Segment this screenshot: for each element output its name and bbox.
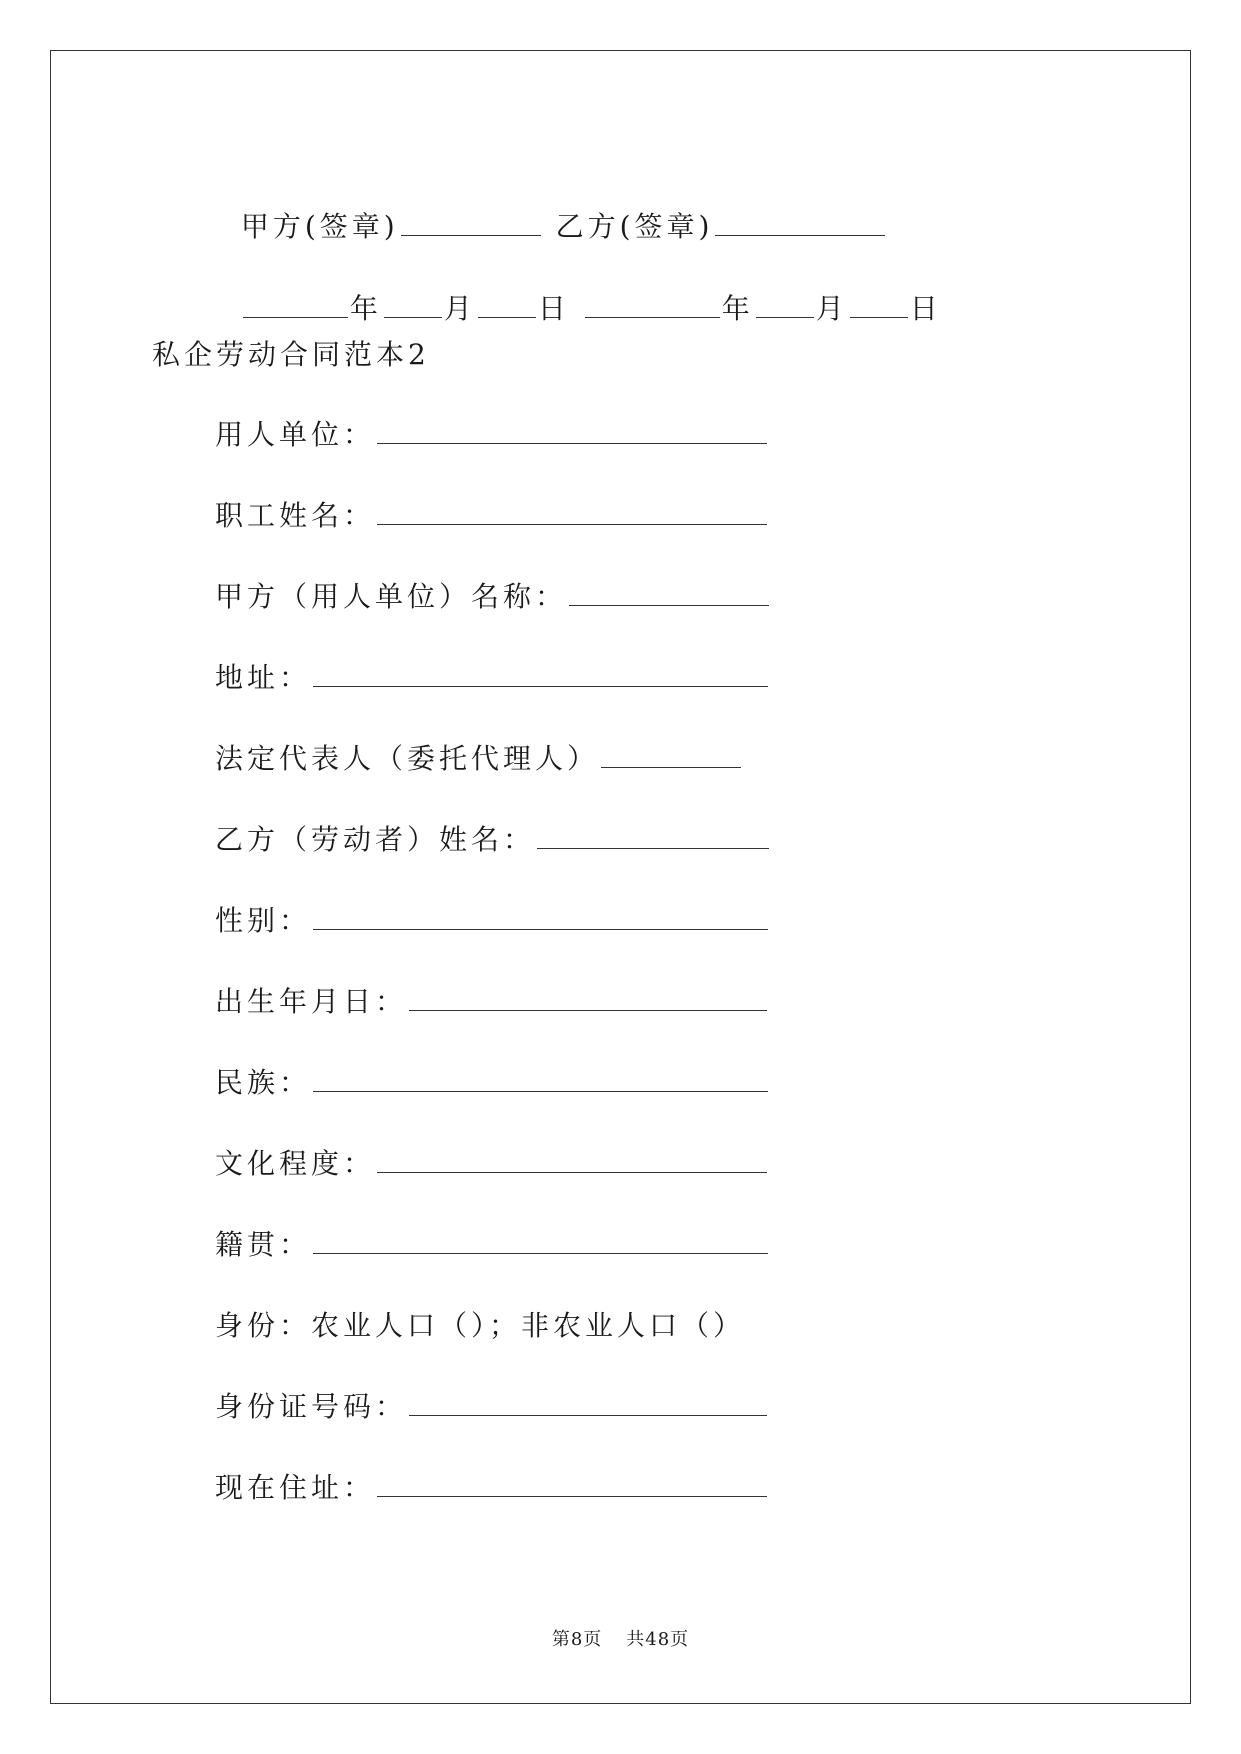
field-blank: [377, 502, 767, 525]
field-label: 用人单位：: [215, 418, 376, 451]
total-prefix: 共: [626, 1629, 646, 1650]
field-label: 身份证号码：: [215, 1390, 408, 1423]
field-label: 民族：: [215, 1066, 312, 1099]
party-a-day-label: 日: [537, 292, 570, 325]
field-blank: [409, 988, 767, 1011]
party-b-day-label: 日: [909, 292, 942, 325]
field-blank: [569, 583, 769, 606]
field-address: [215, 661, 770, 695]
party-a-signature-label: 甲方(签章): [240, 210, 399, 243]
field-gender: [215, 904, 770, 938]
field-label: 乙方（劳动者）姓名：: [215, 823, 536, 856]
field-label: 籍贯：: [215, 1228, 312, 1261]
page-suffix: 页: [583, 1629, 603, 1650]
field-blank: [601, 745, 741, 768]
party-a-month-label: 月: [443, 292, 476, 325]
date-row: [215, 258, 942, 326]
party-a-year-label: 年: [349, 292, 382, 325]
party-b-year-blank: [585, 295, 720, 318]
field-blank: [409, 1393, 767, 1416]
field-education: [215, 1147, 769, 1181]
field-employee-name: [215, 499, 769, 533]
field-label: 职工姓名：: [215, 499, 376, 532]
page-prefix: 第: [551, 1629, 571, 1650]
field-blank: [377, 421, 767, 444]
field-blank: [537, 826, 769, 849]
field-current-address: [215, 1471, 769, 1505]
total-pages: 48: [645, 1629, 671, 1650]
field-blank: [377, 1474, 767, 1497]
field-blank: [313, 1069, 768, 1092]
party-a-year-blank: [243, 295, 348, 318]
field-employer: [215, 418, 769, 452]
party-b-day-blank: [850, 295, 908, 318]
party-a-month-blank: [384, 295, 442, 318]
field-native-place: [215, 1228, 770, 1262]
field-household-type: [215, 1309, 745, 1343]
page-footer: [0, 1625, 1241, 1651]
field-label: 身份：农业人口（）；非农业人口（）: [215, 1309, 746, 1342]
section-title: 私企劳动合同范本2: [152, 338, 430, 371]
field-label: 性别：: [215, 904, 312, 937]
party-b-month-label: 月: [815, 292, 848, 325]
field-label: 甲方（用人单位）名称：: [215, 580, 568, 613]
field-blank: [377, 1150, 767, 1173]
field-blank: [313, 907, 768, 930]
field-label: 出生年月日：: [215, 985, 408, 1018]
party-b-year-label: 年: [721, 292, 754, 325]
signature-row: [215, 176, 887, 244]
field-legal-representative: [215, 742, 743, 776]
field-label: 地址：: [215, 661, 312, 694]
party-a-day-blank: [478, 295, 536, 318]
field-ethnicity: [215, 1066, 770, 1100]
field-label: 法定代表人（委托代理人）: [215, 742, 600, 775]
page-number: 8: [570, 1629, 584, 1650]
field-label: 文化程度：: [215, 1147, 376, 1180]
party-a-signature-blank: [401, 213, 541, 236]
party-b-month-blank: [756, 295, 814, 318]
field-blank: [313, 1231, 768, 1254]
total-suffix: 页: [670, 1629, 690, 1650]
field-id-number: [215, 1390, 769, 1424]
field-party-b-name: [215, 823, 771, 857]
party-b-signature-blank: [715, 213, 885, 236]
field-party-a-name: [215, 580, 771, 614]
party-b-signature-label: 乙方(签章): [555, 210, 714, 243]
field-blank: [313, 664, 768, 687]
field-birth-date: [215, 985, 769, 1019]
field-label: 现在住址：: [215, 1471, 376, 1504]
